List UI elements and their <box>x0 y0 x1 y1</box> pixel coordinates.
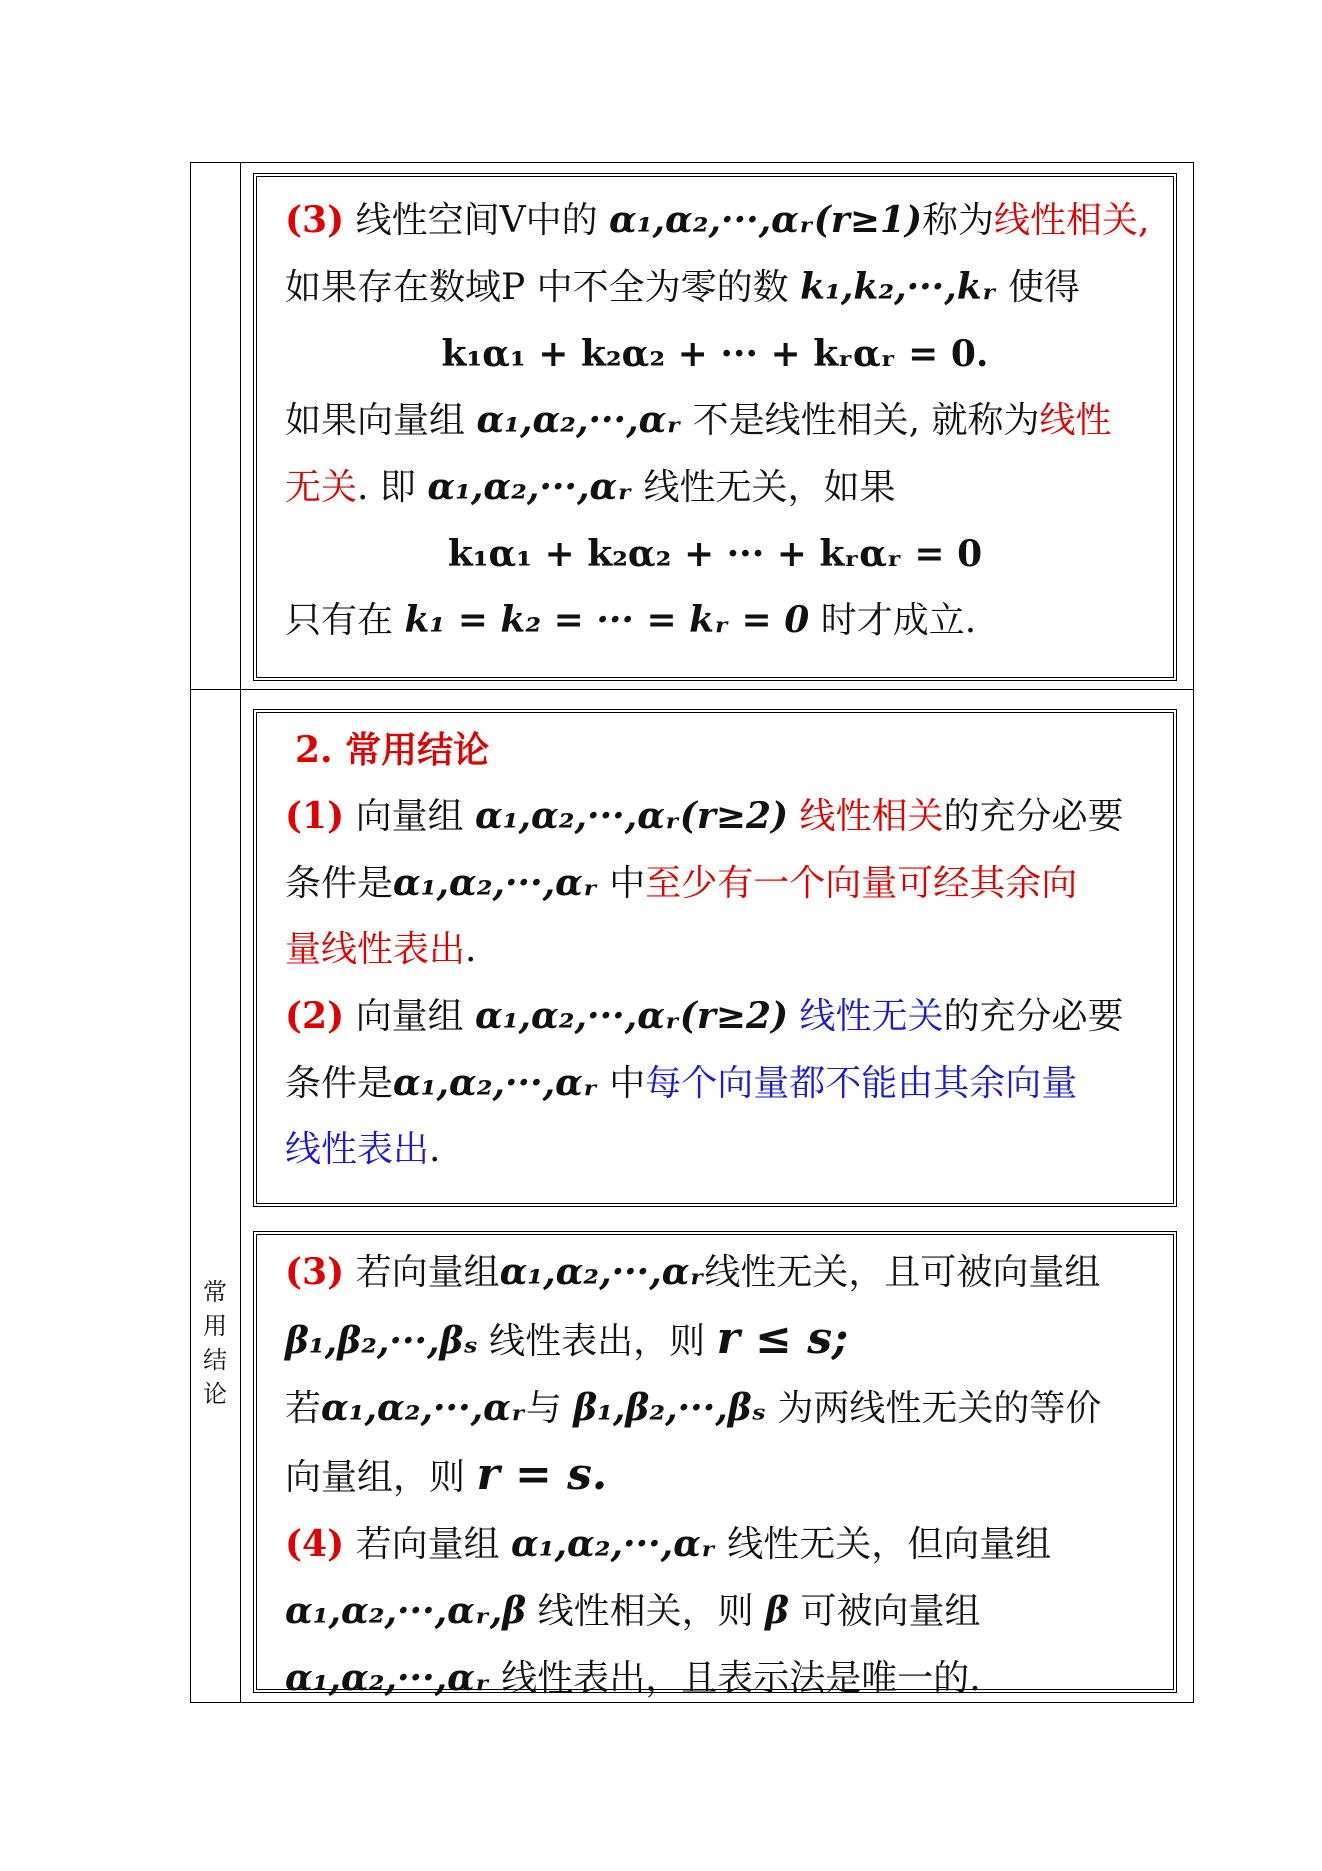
equation-2: k₁α₁ + k₂α₂ + ··· + kᵣαᵣ = 0 <box>447 533 983 575</box>
definition-line-7: 只有在 k₁ = k₂ = ··· = kᵣ = 0 时才成立. <box>285 599 977 641</box>
definition-line-2: 如果存在数域P 中不全为零的数 k₁,k₂,···,kᵣ 使得 <box>285 266 1081 308</box>
column-divider <box>240 163 241 1702</box>
section-heading: 2. 常用结论 <box>295 729 490 771</box>
row-divider <box>191 689 1193 690</box>
conclusion-4-line-3: α₁,α₂,···,αᵣ 线性表出，且表示法是唯一的. <box>285 1657 981 1699</box>
conclusion-4-line-1: (4) 若向量组 α₁,α₂,···,αᵣ 线性无关，但向量组 <box>285 1523 1052 1565</box>
conclusion-1-line-1: (1) 向量组 α₁,α₂,···,αᵣ(r≥2) 线性相关的充分必要 <box>285 795 1124 837</box>
conclusion-3-line-2: β₁,β₂,···,βₛ 线性表出，则 r ≤ s; <box>285 1313 849 1364</box>
conclusion-2-line-1: (2) 向量组 α₁,α₂,···,αᵣ(r≥2) 线性无关的充分必要 <box>285 995 1124 1037</box>
side-label-common-conclusions: 常 用 结 论 <box>203 1278 227 1408</box>
definition-box <box>253 173 1177 681</box>
conclusion-3-line-3: 若α₁,α₂,···,αᵣ与 β₁,β₂,···,βₛ 为两线性无关的等价 <box>285 1387 1102 1429</box>
definition-line-1: (3) 线性空间V中的 α₁,α₂,···,αᵣ(r≥1)称为线性相关, <box>285 199 1150 241</box>
definition-line-5: 无关. 即 α₁,α₂,···,αᵣ 线性无关，如果 <box>285 466 896 508</box>
table-frame <box>190 162 1194 1703</box>
definition-line-4: 如果向量组 α₁,α₂,···,αᵣ 不是线性相关, 就称为线性 <box>285 399 1112 441</box>
conclusion-1-line-2: 条件是α₁,α₂,···,αᵣ 中至少有一个向量可经其余向 <box>285 862 1078 904</box>
conclusion-2-line-3: 线性表出. <box>285 1129 441 1170</box>
conclusion-2-line-2: 条件是α₁,α₂,···,αᵣ 中每个向量都不能由其余向量 <box>285 1062 1078 1104</box>
conclusion-1-line-3: 量线性表出. <box>285 929 477 970</box>
conclusion-4-line-2: α₁,α₂,···,αᵣ,β 线性相关，则 β 可被向量组 <box>285 1590 981 1632</box>
conclusion-3-line-1: (3) 若向量组α₁,α₂,···,αᵣ线性无关，且可被向量组 <box>285 1251 1101 1293</box>
conclusions-box-2 <box>253 1231 1177 1699</box>
equation-1: k₁α₁ + k₂α₂ + ··· + kᵣαᵣ = 0. <box>441 333 989 375</box>
conclusion-3-line-4: 向量组，则 r = s. <box>285 1449 608 1500</box>
conclusions-box-1 <box>253 709 1177 1207</box>
